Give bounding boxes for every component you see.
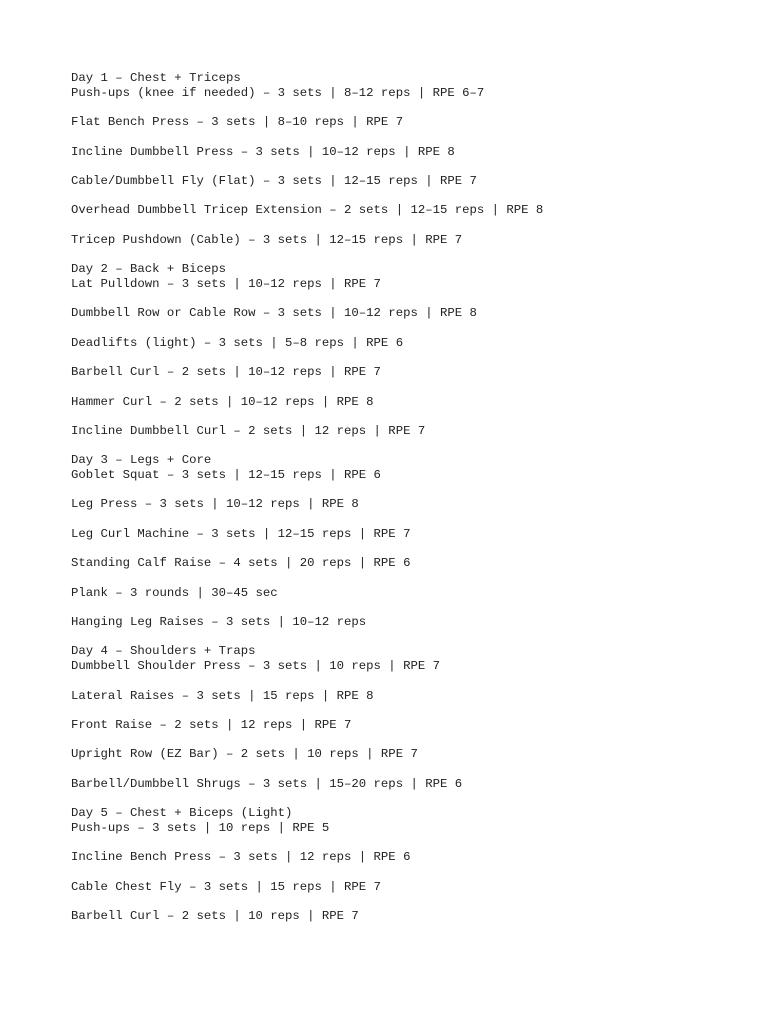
exercise-line: Push-ups – 3 sets | 10 reps | RPE 5 bbox=[71, 820, 330, 835]
exercise-line: Incline Bench Press – 3 sets | 12 reps | RPE 6 bbox=[71, 850, 411, 865]
day-3-section bbox=[71, 453, 751, 630]
exercise-line: Dumbbell Row or Cable Row – 3 sets | 10–12 reps | RPE 8 bbox=[71, 306, 477, 321]
exercise-line: Lat Pulldown – 3 sets | 10–12 reps | RPE 7 bbox=[71, 276, 381, 291]
exercise-line: Front Raise – 2 sets | 12 reps | RPE 7 bbox=[71, 718, 352, 732]
exercise-line: Standing Calf Raise – 4 sets | 20 reps | RPE 6 bbox=[71, 556, 411, 571]
workout-plan-document bbox=[71, 71, 751, 924]
exercise-line: Hanging Leg Raises – 3 sets | 10–12 reps bbox=[71, 615, 367, 630]
exercise-line: Leg Curl Machine – 3 sets | 12–15 reps | RPE 7 bbox=[71, 526, 411, 541]
exercise-line: Barbell Curl – 2 sets | 10–12 reps | RPE 7 bbox=[71, 365, 381, 380]
day-heading: Day 2 – Back + Biceps bbox=[71, 262, 226, 277]
exercise-line: Goblet Squat – 3 sets | 12–15 reps | RPE 6 bbox=[71, 468, 381, 483]
day-heading: Day 5 – Chest + Biceps (Light) bbox=[71, 806, 293, 821]
day-2-section bbox=[71, 262, 751, 439]
exercise-line: Flat Bench Press – 3 sets | 8–10 reps | RPE 7 bbox=[71, 115, 404, 130]
exercise-line: Upright Row (EZ Bar) – 2 sets | 10 reps | RPE 7 bbox=[71, 747, 418, 762]
day-1-section bbox=[71, 71, 751, 248]
exercise-line: Barbell Curl – 2 sets | 10 reps | RPE 7 bbox=[71, 909, 359, 924]
exercise-line: Cable Chest Fly – 3 sets | 15 reps | RPE 7 bbox=[71, 879, 381, 894]
day-5-section bbox=[71, 806, 751, 924]
day-heading: Day 3 – Legs + Core bbox=[71, 453, 212, 468]
exercise-line: Overhead Dumbbell Tricep Extension – 2 sets | 12–15 reps | RPE 8 bbox=[71, 203, 544, 218]
exercise-line: Tricep Pushdown (Cable) – 3 sets | 12–15 reps | RPE 7 bbox=[71, 232, 463, 247]
exercise-line: Dumbbell Shoulder Press – 3 sets | 10 reps | RPE 7 bbox=[71, 659, 440, 674]
day-heading: Day 4 – Shoulders + Traps bbox=[71, 644, 256, 659]
exercise-line: Hammer Curl – 2 sets | 10–12 reps | RPE 8 bbox=[71, 394, 374, 409]
exercise-line: Deadlifts (light) – 3 sets | 5–8 reps | RPE 6 bbox=[71, 335, 404, 350]
exercise-line: Leg Press – 3 sets | 10–12 reps | RPE 8 bbox=[71, 497, 359, 512]
exercise-line: Barbell/Dumbbell Shrugs – 3 sets | 15–20 reps | RPE 6 bbox=[71, 776, 463, 791]
exercise-line: Cable/Dumbbell Fly (Flat) – 3 sets | 12–15 reps | RPE 7 bbox=[71, 173, 477, 188]
exercise-line: Plank – 3 rounds | 30–45 sec bbox=[71, 585, 278, 600]
exercise-line: Lateral Raises – 3 sets | 15 reps | RPE 8 bbox=[71, 688, 374, 703]
day-4-section bbox=[71, 644, 751, 791]
exercise-line: Incline Dumbbell Curl – 2 sets | 12 reps | RPE 7 bbox=[71, 423, 426, 438]
day-heading: Day 1 – Chest + Triceps bbox=[71, 71, 241, 85]
exercise-line: Push-ups (knee if needed) – 3 sets | 8–12 reps | RPE 6–7 bbox=[71, 85, 485, 100]
exercise-line: Incline Dumbbell Press – 3 sets | 10–12 reps | RPE 8 bbox=[71, 144, 455, 159]
